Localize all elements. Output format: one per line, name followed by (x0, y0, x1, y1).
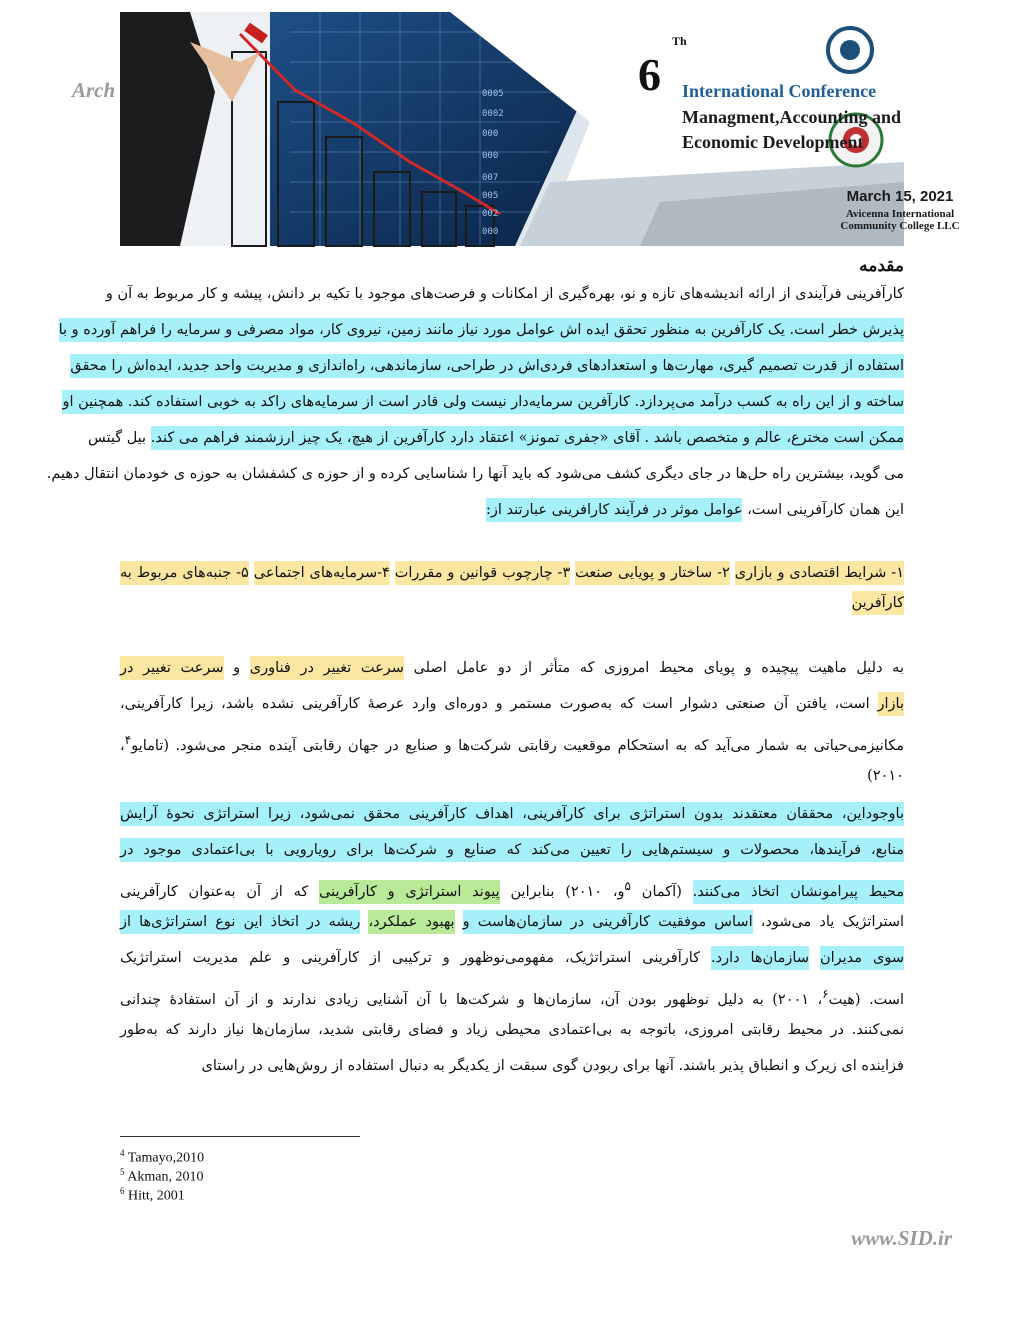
archive-watermark: Arch (72, 78, 116, 102)
text-run (809, 950, 820, 966)
footnote-text: Hitt, 2001 (128, 1188, 185, 1204)
organizer-line2: Community College LLC (840, 220, 960, 232)
highlighted-text: ۵- جنبه‌های مربوط به (120, 561, 249, 585)
text-run: که از آن به‌عنوان کارآفرینی (120, 883, 320, 900)
text-line (120, 1048, 904, 1084)
text-line (120, 832, 904, 868)
footnote-6 (120, 1186, 185, 1205)
highlighted-text: ساخته و از این راه به کسب درآمد می‌پردازد. کارآفرین سرمایه‌دار نیست ولی قادر است از سرمایه‌های راکد به خوبی استفاده کند. همچنین او (62, 390, 904, 414)
text-run (455, 914, 463, 930)
text-line (105, 276, 904, 312)
text-line (120, 904, 904, 940)
text-line (120, 492, 904, 528)
text-line (120, 722, 904, 758)
text-run: به دلیل ماهیت پیچیده و پویای محیط امروزی که متأثر از دو عامل اصلی (403, 660, 904, 676)
text-run: کارآفرینی استراتژیک، مفهومی‌نوظهور و ترکیبی از کارآفرینی و علم مدیریت استراتژیک (120, 950, 711, 966)
text-line (120, 868, 904, 904)
footnote-text: Tamayo,2010 (127, 1150, 205, 1166)
text-line (46, 456, 904, 492)
footnote-number: 4 (120, 1148, 125, 1158)
text-line (120, 796, 904, 832)
highlighted-text: پیوند استراتژی و کارآفرینی (319, 880, 500, 904)
highlighted-text: عوامل موثر در فرآیند کارافرینی عبارتند از: (486, 498, 742, 522)
text-run: ، ۲۰۰۱) به دلیل نوظهور بودن آن، سازمان‌ها و شرکت‌ها با آن آشنایی زیادی ندارند و از آن استفادهٔ چندانی (120, 991, 823, 1008)
highlighted-text: باوجوداین، محققان معتقدند بدون استراتژی برای کارآفرینی، اهداف کارآفرینی محقق نمی‌شود، زیرا استراتژی نحوهٔ آرایش (120, 802, 904, 826)
text-run: فزاینده ای زیرک و انطباق پذیر باشند. آنها برای ربودن گوی سبقت از یکدیگر به دنبال استفاده از روش‌هایی در راستای (201, 1058, 904, 1074)
text-line (87, 420, 904, 456)
conference-title-line3: Economic Development (682, 132, 864, 152)
highlighted-text: بازار (878, 692, 905, 716)
text-line (120, 976, 904, 1012)
text-run: می گوید، بیشترین راه حل‌ها در جای دیگری کشف می‌شود که باید آنها را شناسایی کرده و از حوزه ی کشفشان به حوزه ی خودمان انتقال دهیم. (46, 466, 904, 482)
conference-title-line1: International Conference (682, 81, 877, 101)
highlighted-text: بهبود عملکرد، (368, 910, 454, 934)
text-run: ، (120, 737, 125, 754)
highlighted-text: اساس موفقیت کارآفرینی در سازمان‌هاست و (463, 910, 753, 934)
conference-title-line2: Managment,Accounting and (682, 107, 902, 127)
highlighted-text: سرعت تغییر در فناوری (250, 656, 404, 680)
footnote-ref: ۴ (124, 733, 132, 747)
text-run: این همان کارآفرینی است، (742, 502, 904, 518)
svg-text:000: 000 (482, 227, 499, 237)
footnote-number: 6 (120, 1186, 125, 1196)
highlighted-text: سوی مدیران (820, 946, 904, 970)
text-line (120, 650, 904, 686)
text-run: ۲۰۱۰) (867, 768, 904, 784)
svg-text:0002: 0002 (482, 109, 504, 119)
site-watermark: www.SID.ir (851, 1226, 952, 1250)
highlighted-text: ریشه در اتخاذ این نوع استراتژی‌ها از (120, 910, 360, 934)
organizer (800, 208, 1000, 232)
text-run: (آکمان (631, 883, 693, 900)
strategy-paragraph (120, 796, 904, 1084)
text-run: و، ۲۰۱۰) بنابراین (499, 883, 625, 900)
text-run (249, 565, 254, 581)
text-run: است، یافتن آن صنعتی دشوار است که به‌صورت مستمر و دوره‌ای وارد عرصهٔ کارآفرینی نشده باشد، زیرا کارآفرینی، (120, 696, 878, 712)
text-line (120, 758, 904, 794)
banner-artwork (120, 12, 904, 246)
highlighted-text: ۲- ساختار و پویایی صنعت (575, 561, 730, 585)
edition-suffix: Th (672, 34, 687, 48)
text-line (120, 558, 904, 588)
text-line (62, 384, 904, 420)
footnote-ref: ۶ (822, 987, 829, 1001)
svg-text:000: 000 (482, 129, 499, 139)
factors-list (120, 558, 904, 618)
edition-number: 6 (638, 49, 661, 100)
highlighted-text: پذیرش خطر است. یک کارآفرین به منظور تحقق ایده اش عوامل مورد نیاز مانند زمین، نیروی کار، مواد مصرفی و سرمایه را فراهم آورده و با (59, 318, 904, 342)
highlighted-text: ممکن است مخترع، عالم و متخصص باشد . آقای «جفری تمونز» اعتقاد دارد کارآفرین از هیچ، یک چیز ارزشمند فراهم می کند. (151, 426, 904, 450)
organizer-line1: Avicenna International (845, 208, 955, 220)
text-run (390, 565, 395, 581)
text-run: است. (هیت (828, 991, 904, 1008)
highlighted-text: منابع، فرآیندها، محصولات و سیستم‌هایی را تعیین می‌کند که صنایع و شرکت‌ها برای رویارویی با بی‌اعتمادی موجود در (120, 838, 904, 862)
intro-paragraph (46, 276, 904, 528)
text-run: مکانیزمی‌حیاتی به شمار می‌آید که به استحکام موقعیت رقابتی شرکت‌ها و صنایع در جهان رقابتی آینده منجر می‌شود. (تامایو (131, 737, 904, 754)
highlighted-text: کارآفرین (852, 591, 904, 615)
footnote-ref: ۵ (624, 879, 632, 893)
footnote-number: 5 (120, 1167, 125, 1177)
text-line (58, 312, 904, 348)
section-heading: مقدمه (859, 256, 904, 276)
text-run: نمی‌کنند. در محیط رقابتی امروزی، باتوجه به بی‌اعتمادی محیطی زیاد و فضای رقابتی شدید، سازمان‌ها نیاز دارند که به‌طور (120, 1022, 904, 1038)
footnote-text: Akman, 2010 (127, 1169, 204, 1185)
highlighted-text: استفاده از قدرت تصمیم گیری، مهارت‌ها و استعدادهای فردی‌اش در طراحی، سازماندهی، راه‌اندازی و مدیریت واحد جدید، ایده‌اش را محقق (70, 354, 904, 378)
text-line (120, 686, 904, 722)
footnote-5 (120, 1167, 203, 1186)
highlighted-text: ۳- چارچوب قوانین و مقررات (395, 561, 571, 585)
svg-text:005: 005 (482, 191, 499, 201)
highlighted-text: ۴-سرمایه‌های اجتماعی (254, 561, 390, 585)
highlighted-text: محیط پیرامونشان اتخاذ می‌کنند. (693, 880, 904, 904)
conference-banner (120, 12, 960, 246)
highlighted-text: سرعت تغییر در (120, 656, 224, 680)
footnote-rule (120, 1136, 360, 1137)
text-line (70, 348, 904, 384)
footnote-4 (120, 1148, 204, 1167)
text-run: استراتژیک یاد می‌شود، (752, 914, 905, 930)
conference-date: March 15, 2021 (846, 188, 954, 205)
environment-paragraph (120, 650, 904, 794)
text-line (120, 940, 904, 976)
text-run: و (223, 660, 250, 676)
text-line (120, 588, 904, 618)
svg-text:000: 000 (482, 151, 499, 161)
text-run (730, 565, 735, 581)
text-line (120, 1012, 904, 1048)
svg-text:0005: 0005 (482, 89, 504, 99)
svg-text:007: 007 (482, 173, 499, 183)
highlighted-text: سازمان‌ها دارد. (711, 946, 809, 970)
svg-text:002: 002 (482, 209, 499, 219)
text-run: کارآفرینی فرآیندی از ارائه اندیشه‌های تازه و نو، بهره‌گیری از امکانات و فرصت‌های موجود با تکیه بر دانش، پیشه و کار مربوط به آن و (105, 286, 904, 302)
text-run: بیل گیتس (87, 430, 151, 446)
highlighted-text: ۱- شرایط اقتصادی و بازاری (735, 561, 904, 585)
